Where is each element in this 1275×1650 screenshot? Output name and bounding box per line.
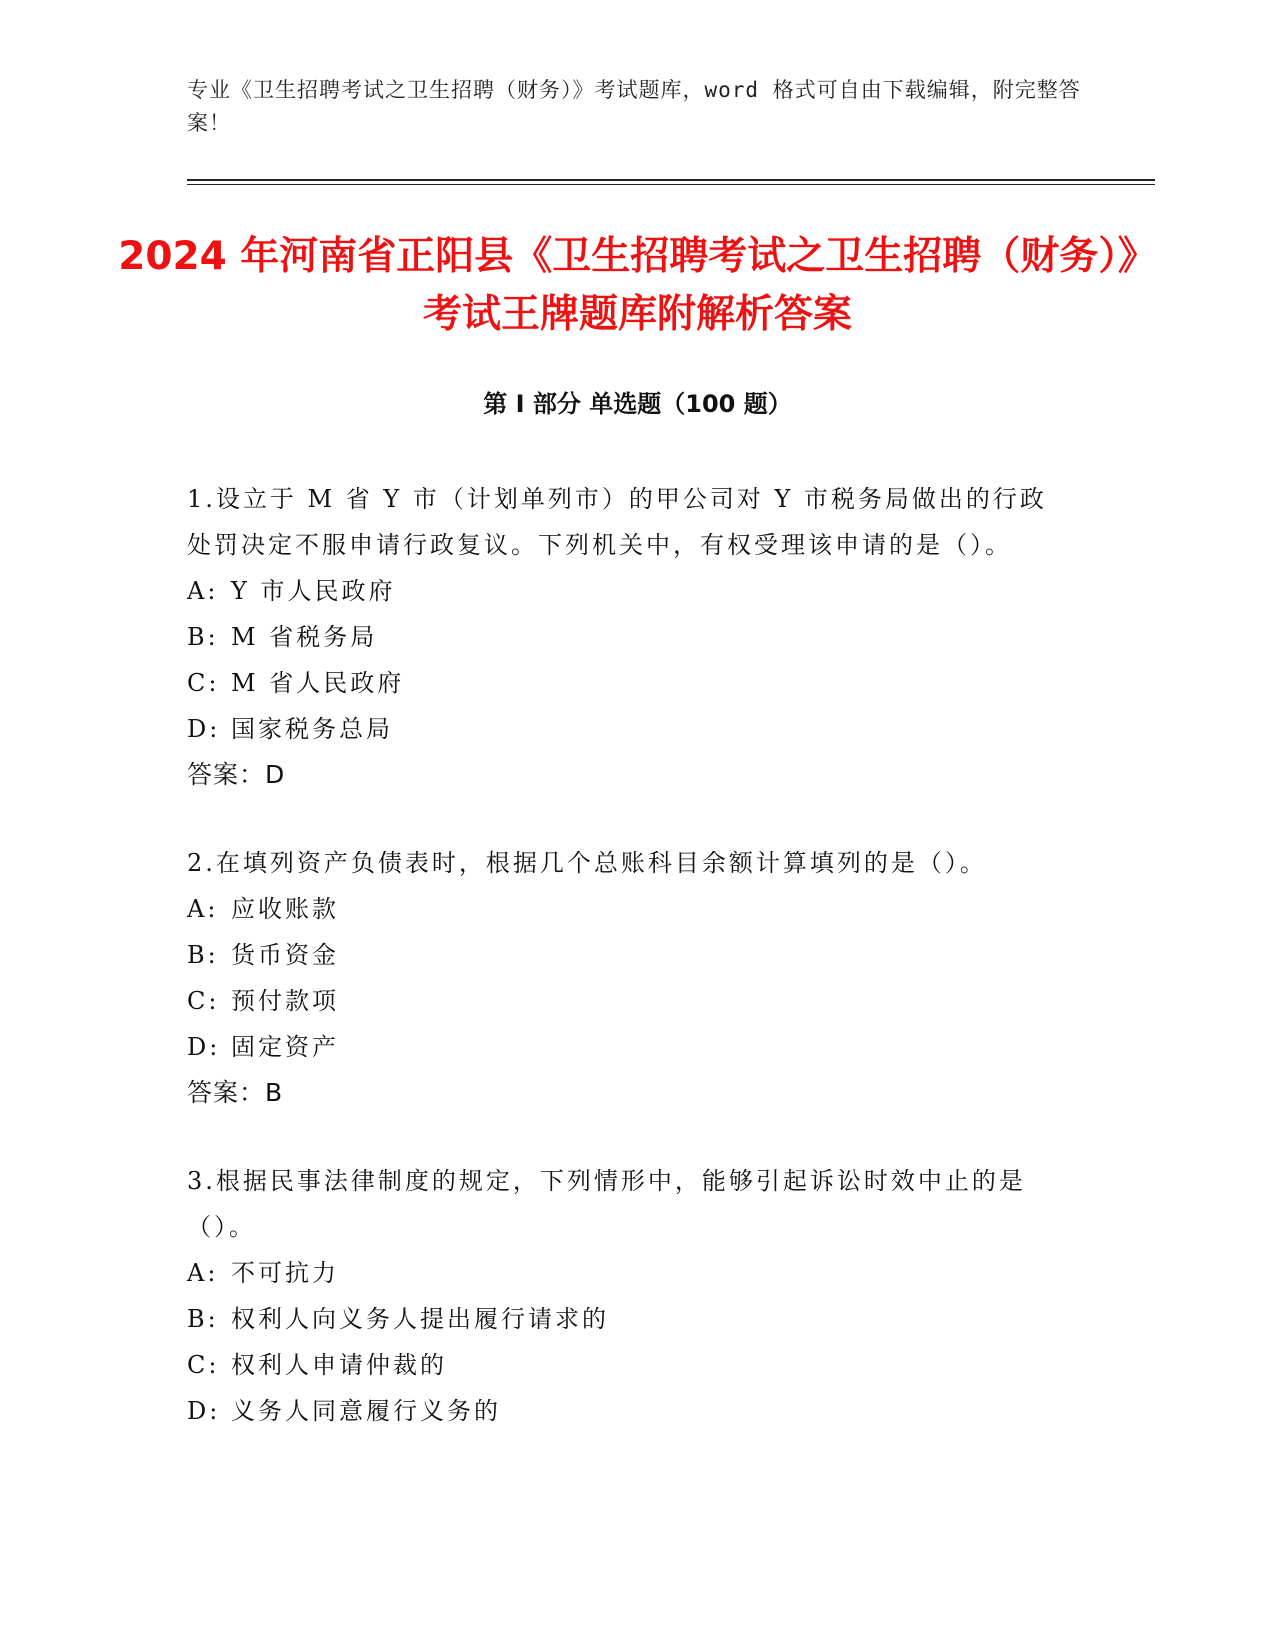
- option-letter: B:: [187, 941, 219, 969]
- option-a: [187, 1250, 1067, 1296]
- option-b: [187, 614, 1067, 660]
- header-note: 专业《卫生招聘考试之卫生招聘（财务）》考试题库，word 格式可自由下载编辑，附完整答案！: [187, 78, 1081, 135]
- option-text: 货币资金: [231, 941, 339, 969]
- option-letter: C:: [187, 987, 220, 1015]
- option-a: [187, 886, 1067, 932]
- option-text: Y 市人民政府: [231, 577, 396, 605]
- question-1: [187, 476, 1067, 798]
- option-letter: A:: [187, 895, 219, 923]
- option-c: [187, 1342, 1067, 1388]
- option-text: 权利人向义务人提出履行请求的: [231, 1305, 609, 1333]
- option-c: [187, 978, 1067, 1024]
- option-text: 国家税务总局: [231, 715, 393, 743]
- question-stem: 3.根据民事法律制度的规定，下列情形中，能够引起诉讼时效中止的是（）。: [187, 1167, 1026, 1241]
- option-letter: C:: [187, 669, 220, 697]
- option-text: 权利人申请仲裁的: [231, 1351, 447, 1379]
- option-text: 应收账款: [231, 895, 339, 923]
- question-3: [187, 1158, 1067, 1434]
- option-b: [187, 932, 1067, 978]
- option-a: [187, 568, 1067, 614]
- option-letter: B:: [187, 1305, 219, 1333]
- answer-label: 答案：B: [187, 1078, 284, 1107]
- answer-label: 答案：D: [187, 760, 286, 789]
- option-d: [187, 706, 1067, 752]
- option-letter: D:: [187, 715, 221, 743]
- option-text: M 省人民政府: [231, 669, 405, 697]
- option-letter: A:: [187, 577, 219, 605]
- option-text: 预付款项: [231, 987, 339, 1015]
- option-b: [187, 1296, 1067, 1342]
- option-text: M 省税务局: [231, 623, 378, 651]
- question-list: [187, 476, 1067, 1476]
- header-divider-thick: [187, 179, 1155, 181]
- header-divider-thin: [187, 184, 1155, 185]
- option-text: 不可抗力: [231, 1259, 339, 1287]
- question-stem: 2.在填列资产负债表时，根据几个总账科目余额计算填列的是（）。: [187, 849, 987, 877]
- question-2: [187, 840, 1067, 1116]
- section-heading: 第 I 部分 单选题（100 题）: [483, 390, 792, 418]
- option-letter: D:: [187, 1397, 221, 1425]
- question-stem: 1.设立于 M 省 Y 市（计划单列市）的甲公司对 Y 市税务局做出的行政处罚决定不服申请行政复议。下列机关中，有权受理该申请的是（）。: [187, 485, 1047, 559]
- option-letter: B:: [187, 623, 219, 651]
- option-d: [187, 1388, 1067, 1434]
- option-letter: D:: [187, 1033, 221, 1061]
- option-text: 固定资产: [231, 1033, 339, 1061]
- document-title: 2024 年河南省正阳县《卫生招聘考试之卫生招聘（财务）》考试王牌题库附解析答案: [118, 234, 1157, 337]
- option-text: 义务人同意履行义务的: [231, 1397, 501, 1425]
- option-letter: C:: [187, 1351, 220, 1379]
- option-d: [187, 1024, 1067, 1070]
- option-letter: A:: [187, 1259, 219, 1287]
- option-c: [187, 660, 1067, 706]
